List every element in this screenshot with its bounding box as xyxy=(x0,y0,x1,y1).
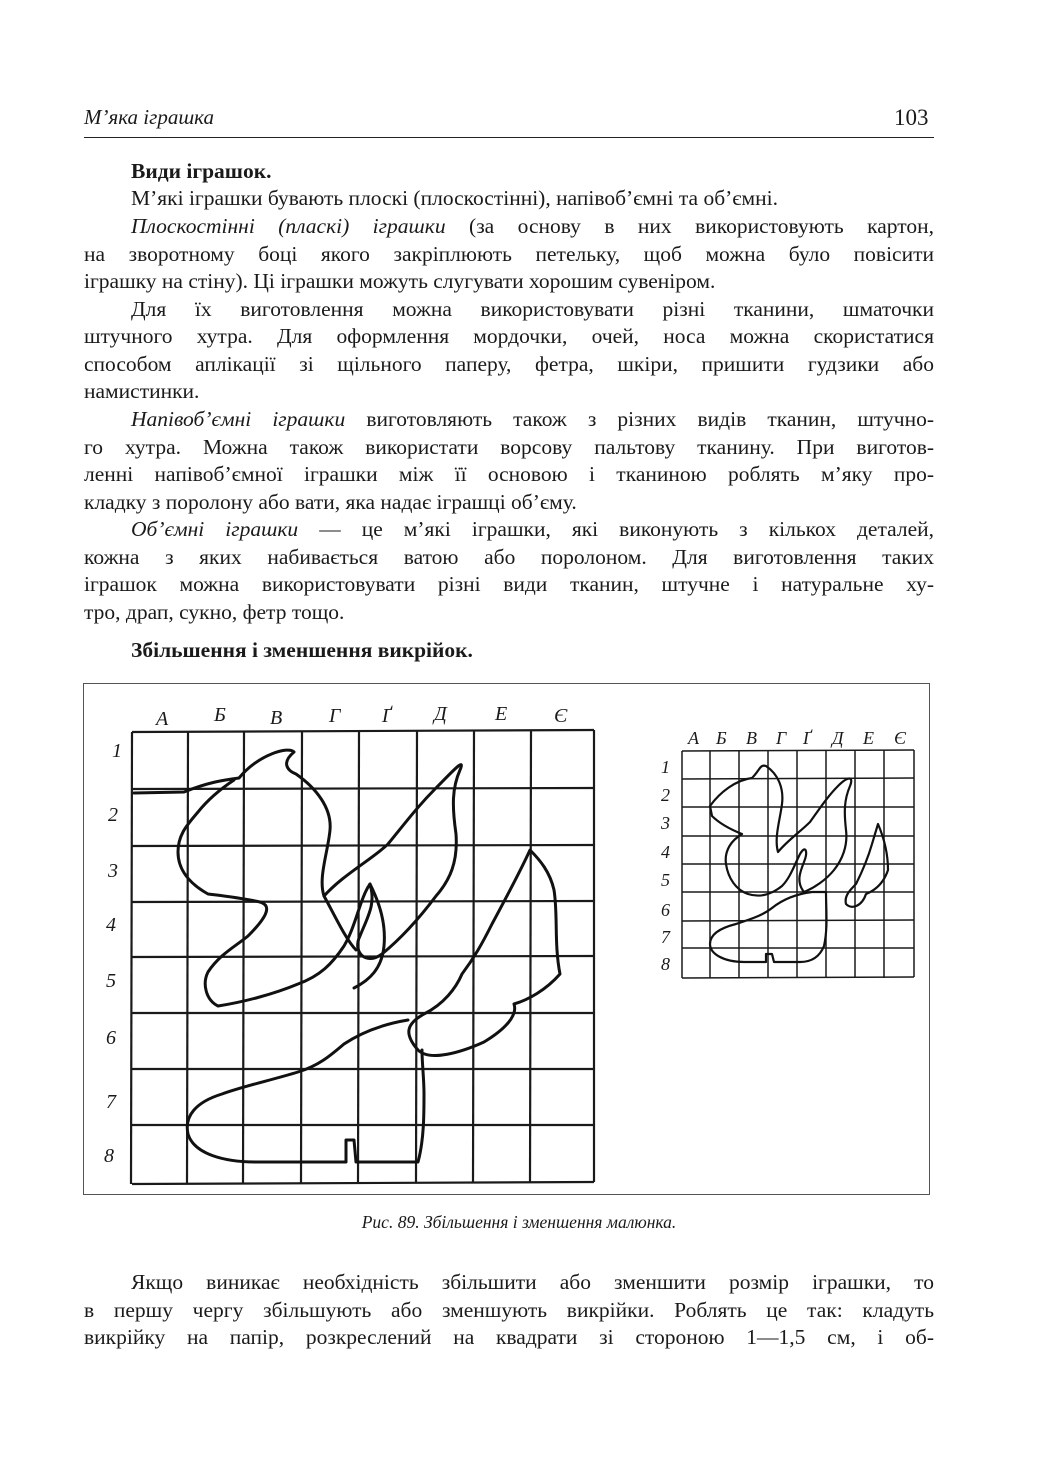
paragraph-line: викрійку на папір, розкреслений на квадрати зі стороною 1—1,5 см, і об- xyxy=(84,1325,934,1349)
paragraph-line: штучного хутра. Для оформлення мордочки, очей, носа можна скористатися xyxy=(84,324,934,348)
paragraph-text: — це м’які іграшки, які виконують з кількох деталей, xyxy=(319,517,935,541)
header-rule xyxy=(84,137,934,138)
grid-column-label: Є xyxy=(554,705,568,727)
figure-caption: Рис. 89. Збільшення і зменшення малюнка. xyxy=(361,1212,677,1232)
grid-column-label: Ґ xyxy=(382,705,391,727)
grid-row-label: 6 xyxy=(661,900,670,920)
paragraph-line: іграшку на стіну). Ці іграшки можуть слугувати хорошим сувеніром. xyxy=(84,269,716,293)
grid-column-label: Е xyxy=(495,703,508,725)
grid-column-label: Е xyxy=(863,728,874,748)
paragraph-line: на зворотному боці якого закріплюють петельку, щоб можна було повісити xyxy=(84,242,934,266)
heading-pattern-scaling: Збільшення і зменшення викрійок. xyxy=(131,638,473,662)
grid-column-label: Г xyxy=(329,705,341,727)
paragraph-text: виготовляють також з різних видів тканин, штучно- xyxy=(366,407,935,431)
paragraph-line: способом аплікації зі щільного паперу, фетра, шкіри, пришити гудзики або xyxy=(84,352,934,376)
term-volume-toys: Об’ємні іграшки xyxy=(131,517,299,541)
large-grid-row-labels xyxy=(104,740,122,1167)
paragraph-line: кладку з поролону або вати, яка надає іграшці об’єму. xyxy=(84,490,577,514)
paragraph-line: Якщо виникає необхідність збільшити або зменшити розмір іграшки, то xyxy=(131,1270,934,1294)
page-number: 103 xyxy=(894,105,929,130)
grid-column-label: А xyxy=(688,728,699,748)
grid-column-label: А xyxy=(156,708,169,730)
grid-row-label: 2 xyxy=(108,804,118,826)
large-grid-column-labels xyxy=(154,703,568,730)
heading-toy-types: Види іграшок. xyxy=(131,159,272,183)
small-grid xyxy=(682,750,914,978)
grid-row-label: 3 xyxy=(661,813,670,833)
grid-row-label: 7 xyxy=(106,1091,116,1113)
term-semi-volume-toys: Напівоб’ємні іграшки xyxy=(131,407,346,431)
running-header-title: М’яка іграшка xyxy=(84,105,214,129)
grid-column-label: Є xyxy=(894,728,907,748)
small-grid-column-labels xyxy=(687,728,907,748)
paragraph-line: ленні напівоб’ємної іграшки між її основою і тканиною роблять м’яку про- xyxy=(84,462,934,486)
paragraph-line: в першу чергу збільшують або зменшують викрійки. Роблять це так: кладуть xyxy=(84,1298,934,1322)
small-grid-row-labels xyxy=(660,757,671,974)
grid-column-label: Б xyxy=(716,728,727,748)
paragraph-text: (за основу в них використовують картон, xyxy=(469,214,934,238)
paragraph-line: Для їх виготовлення можна використовувати різні тканини, шматочки xyxy=(131,297,934,321)
grid-row-label: 8 xyxy=(661,954,670,974)
figure-frame xyxy=(83,683,930,1195)
paragraph-line: М’які іграшки бувають плоскі (плоскостінні), напівоб’ємні та об’ємні. xyxy=(131,186,778,210)
paragraph-line: кожна з яких набивається ватою або поролоном. Для виготовлення таких xyxy=(84,545,934,569)
grid-row-label: 3 xyxy=(108,860,118,882)
grid-column-label: В xyxy=(270,707,283,729)
paragraph-line xyxy=(131,409,934,431)
grid-row-label: 6 xyxy=(106,1027,116,1049)
paragraph-line: го хутра. Можна також використати ворсову пальтову тканину. При виготов- xyxy=(84,435,934,459)
grid-column-label: Г xyxy=(776,728,787,748)
paragraph-line: тро, драп, сукно, фетр тощо. xyxy=(84,600,345,624)
figure-illustration xyxy=(84,684,931,1196)
term-flat-toys: Плоскостінні (пласкі) іграшки xyxy=(131,214,446,238)
grid-row-label: 4 xyxy=(106,914,116,936)
grid-row-label: 1 xyxy=(661,757,670,777)
grid-column-label: Ґ xyxy=(803,728,811,748)
grid-row-label: 4 xyxy=(661,842,670,862)
paragraph-line: намистинки. xyxy=(84,379,200,403)
grid-row-label: 2 xyxy=(661,785,670,805)
paragraph-line xyxy=(131,519,934,541)
grid-column-label: Д xyxy=(434,703,447,725)
grid-column-label: В xyxy=(746,728,757,748)
paragraph-line xyxy=(131,216,934,238)
grid-row-label: 7 xyxy=(661,927,670,947)
grid-row-label: 5 xyxy=(661,870,670,890)
grid-row-label: 1 xyxy=(112,740,122,762)
grid-column-label: Б xyxy=(214,704,226,726)
grid-row-label: 8 xyxy=(104,1145,114,1167)
paragraph-line: іграшок можна використовувати різні види тканин, штучне і натуральне ху- xyxy=(84,572,934,596)
grid-column-label: Д xyxy=(832,728,844,748)
grid-row-label: 5 xyxy=(106,970,116,992)
